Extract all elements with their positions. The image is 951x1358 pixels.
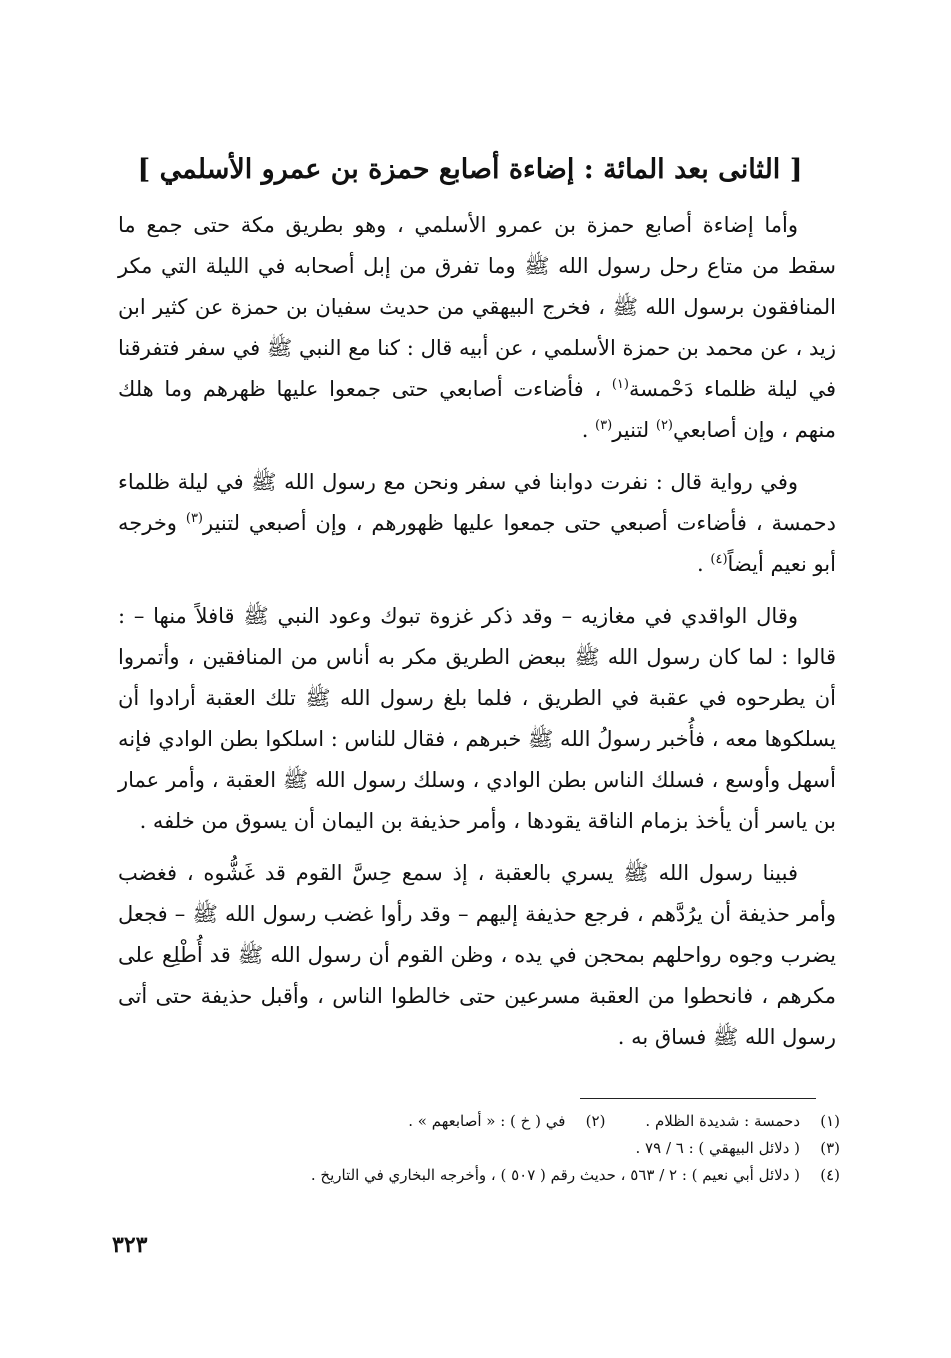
footnote-ref-4: (٤)	[710, 552, 728, 567]
p1-text-b: ، فأضاءت أصابعي حتى جمعوا عليها ظهرهم وما هلك منهم ، وإن أصابعي	[118, 377, 836, 442]
paragraph-1	[118, 205, 836, 451]
footnote-ref-3b: (٣)	[185, 511, 203, 526]
paragraph-3: وقال الواقدي في مغازيه – وقد ذكر غزوة تبوك وعود النبي ﷺ قافلاً منها – : قالوا : لما كان رسول الله ﷺ ببعض الطريق مكر به أناس من المنافقين ، وأتمروا أن يطرحوه في عقبة في الطريق ، فلما بلغ رسول الله ﷺ تلك العقبة أرادوا أن يسلكوها معه ، فأُخبر رسولُ الله ﷺ خبرهم ، فقال للناس : اسلكوا بطن الوادي فإنه أسهل وأوسع ، فسلك الناس بطن الوادي ، وسلك رسول الله ﷺ العقبة ، وأمر عمار بن ياسر أن يأخذ بزمام الناقة يقودها ، وأمر حذيفة بن اليمان أن يسوق من خلفه .	[118, 604, 836, 833]
paragraph-2	[118, 462, 836, 585]
p1-text-c: لتنير	[612, 418, 656, 442]
footnote-number: (٤)	[820, 1166, 840, 1184]
footnote-separator	[580, 1098, 816, 1099]
footnote-4	[150, 1162, 840, 1189]
section-title: [ الثانى بعد المائة : إضاءة أصابع حمزة بن عمرو الأسلمي ]	[137, 154, 803, 185]
footnote-number: (١)	[820, 1112, 840, 1130]
p2-text-a: وفي رواية قال : نفرت دوابنا في سفر ونحن مع رسول الله ﷺ في ليلة ظلماء دحمسة ، فأضاءت أصبعي حتى جمعوا عليها ظهورهم ، وإن أصبعي لتنير	[118, 470, 836, 535]
main-text	[118, 205, 836, 1069]
footnote-text: ( دلائل أبي نعيم ) : ٢ / ٥٦٣ ، حديث رقم ( ٥٠٧ ) ، وأخرجه البخاري في التاريخ .	[310, 1166, 800, 1184]
p2-text-b: وخرجه أبو نعيم أيضاً	[118, 511, 836, 576]
footnote-ref-2: (٢)	[655, 418, 673, 433]
footnote-text: دحمسة : شديدة الظلام .	[645, 1112, 800, 1130]
footnote-ref-3: (٣)	[595, 418, 613, 433]
footnote-number: (٢)	[585, 1112, 606, 1130]
p1-text-d: .	[581, 418, 596, 442]
paragraph-4: فبينا رسول الله ﷺ يسري بالعقبة ، إذ سمع حِسَّ القوم قد غَشُّوه ، فغضب وأمر حذيفة أن يرُدَّهم ، فرجع حذيفة إليهم – وقد رأوا غضب رسول الله ﷺ – فجعل يضرب وجوه رواحلهم بمحجن في يده ، وظن القوم أن رسول الله ﷺ قد أُطْلِع على مكرهم ، فانحطوا من العقبة مسرعين حتى خالطوا الناس ، وأقبل حذيفة حتى أتى رسول الله ﷺ فساق به .	[118, 861, 836, 1049]
footnotes	[150, 1108, 840, 1189]
footnote-ref-1: (١)	[611, 377, 629, 392]
footnote-1	[150, 1108, 840, 1135]
page-number: ٣٢٣	[112, 1232, 148, 1258]
footnote-number: (٣)	[820, 1139, 840, 1157]
footnote-text: في ( خ ) : « أصابعهم » .	[408, 1112, 566, 1130]
footnote-3	[150, 1135, 840, 1162]
p2-text-c: .	[697, 552, 711, 576]
p1-text-a: وأما إضاءة أصابع حمزة بن عمرو الأسلمي ، وهو بطريق مكة حتى جمع ما سقط من متاع رحل رسول الله ﷺ وما تفرق من إبل أصحابه في الليلة التي مكر المنافقون برسول الله ﷺ ، فخرج البيهقي من حديث سفيان بن حمزة عن كثير ابن زيد ، عن محمد بن حمزة الأسلمي ، عن أبيه قال : كنا مع النبي ﷺ في سفر فتفرقنا في ليلة ظلماء دَحْمسة	[118, 213, 837, 401]
footnote-text: ( دلائل البيهقي ) : ٦ / ٧٩ .	[635, 1139, 800, 1157]
